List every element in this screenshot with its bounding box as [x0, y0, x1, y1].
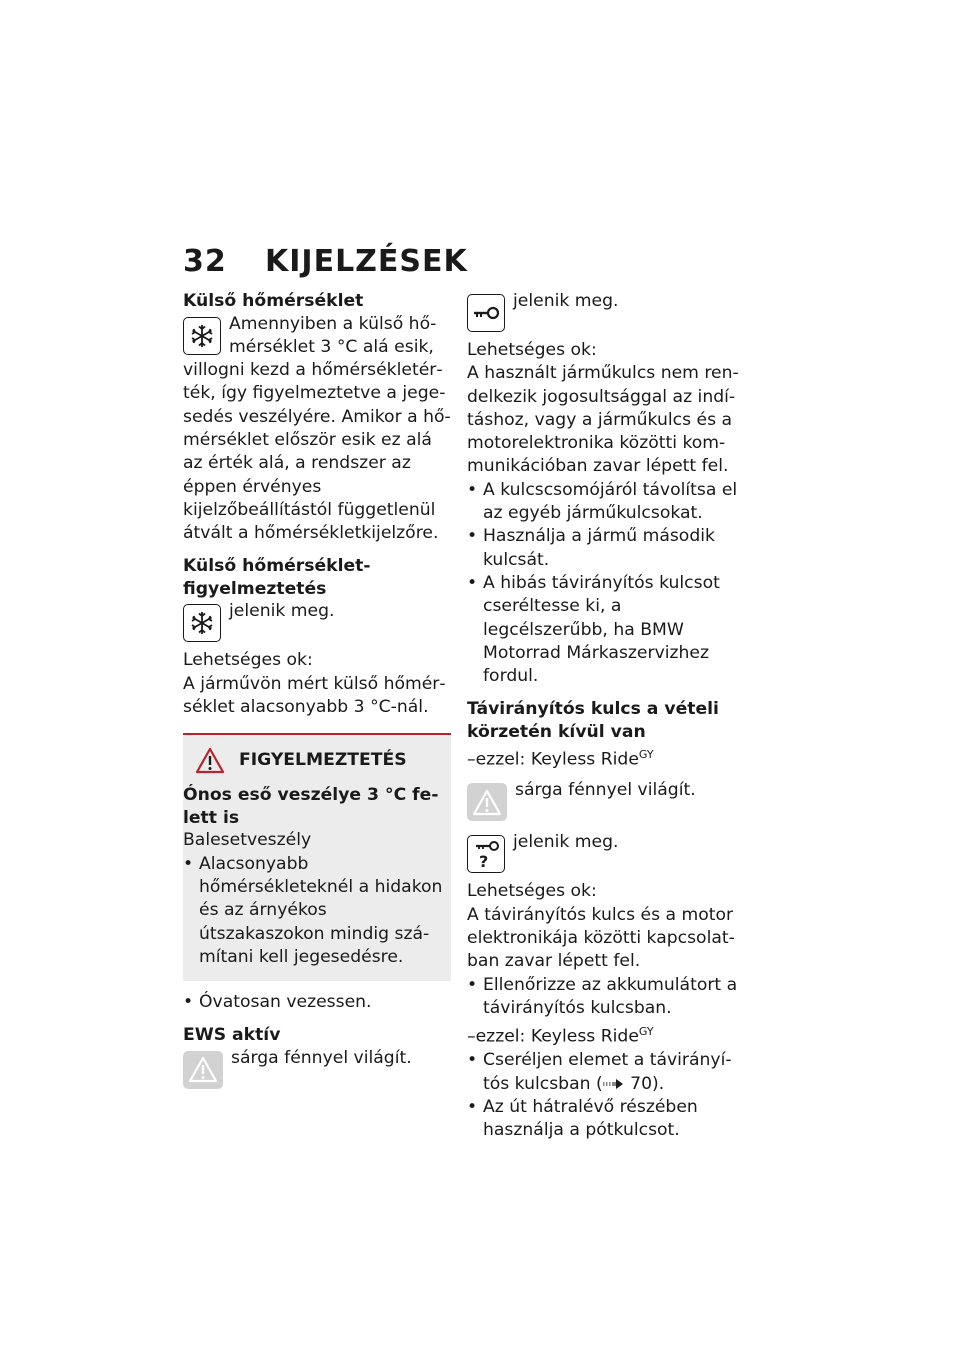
- list-item: • Óvatosan vezessen.: [183, 991, 451, 1014]
- section-heading: EWS aktív: [183, 1025, 281, 1046]
- list-item: • Használja a jármű második kulcsát.: [467, 525, 739, 572]
- cause-text: A távirányítós kulcs és a motor elektronikája közötti kapcsolatban zavar lépett fel.: [467, 904, 735, 972]
- list-item: • Az út hátralévő részében használja a pótkulcsot.: [467, 1096, 739, 1143]
- warning-box: [183, 733, 451, 981]
- icon-row: [183, 1047, 451, 1089]
- option-line: [467, 1020, 739, 1049]
- warning-triangle-icon: [195, 747, 225, 774]
- icon-row: [467, 831, 739, 873]
- icon-text: sárga fénnyel világít.: [515, 780, 696, 801]
- list-item: • A kulcscsomójáról távolítsa el az egyéb járműkulcsokat.: [467, 479, 739, 526]
- list-item-text: Cseréljen elemet a távirányítós kulcsban (: [483, 1050, 732, 1094]
- warning-triangle-icon: [183, 1051, 223, 1089]
- cause-label: Lehetséges ok:: [467, 340, 597, 360]
- cause-label: Lehetséges ok:: [183, 650, 313, 671]
- page-header: [183, 244, 468, 279]
- body-text: villogni kezd a hőmérsékletérték, így figyelmeztetve a jegesedés veszélyére. Amikor a hőmérséklet először esik ez alá az érték alá, a rendszer az éppen érvényes kijelzőbeállítástól függetlenül átvált a hőmérsékletkijelzőre.: [183, 360, 451, 544]
- list-item: • A hibás távirányítós kulcsot cseréltesse ki, a legcélszerűbb, ha BMW Motorrad Márkaszervizhez fordul.: [467, 572, 739, 688]
- warning-subtitle: Ónos eső veszélye 3 °C felett is: [183, 785, 439, 828]
- option-label: –ezzel: Keyless Ride: [467, 1027, 639, 1047]
- icon-row: [183, 313, 451, 360]
- text-line: Amennyiben a külső hő-: [229, 313, 437, 334]
- key-icon: [467, 294, 505, 332]
- icon-row: [183, 600, 451, 642]
- section-heading: Külső hőmérséklet: [183, 291, 364, 311]
- option-superscript: GY: [638, 748, 654, 762]
- svg-text:?: ?: [479, 852, 489, 870]
- key-question-icon: [467, 835, 505, 873]
- page-reference[interactable]: 70: [630, 1073, 653, 1094]
- right-column: [467, 290, 739, 1142]
- list-item-text: ).: [652, 1073, 665, 1094]
- icon-text: [229, 313, 436, 360]
- left-column: [183, 290, 451, 1089]
- icon-text: jelenik meg.: [513, 832, 619, 853]
- page-number: 32: [183, 244, 227, 279]
- section-heading: Külső hőmérséklet-figyelmeztetés: [183, 556, 371, 599]
- text-line: mérséklet 3 °C alá esik,: [229, 336, 434, 357]
- icon-text: jelenik meg.: [513, 291, 619, 311]
- option-line: [467, 743, 739, 772]
- snowflake-icon: [183, 604, 221, 642]
- section-heading: Távirányítós kulcs a vételi körzetén kívül van: [467, 699, 719, 742]
- option-label: –ezzel: Keyless Ride: [467, 750, 639, 771]
- icon-row: [467, 290, 739, 332]
- icon-text: jelenik meg.: [229, 601, 335, 622]
- list-item: • Ellenőrizze az akkumulátort a távirányítós kulcsban.: [467, 974, 739, 1021]
- warning-title-row: [195, 747, 445, 774]
- warning-triangle-icon: [467, 783, 507, 821]
- page-title: KIJELZÉSEK: [265, 244, 468, 279]
- list-item: • Alacsonyabb hőmérsékleteknél a hidakon és az árnyékos útszakaszokon mindig számítani kell jegesedésre.: [183, 853, 445, 969]
- snowflake-icon: [183, 317, 221, 355]
- option-superscript: GY: [638, 1025, 654, 1039]
- cause-text: A használt járműkulcs nem rendelkezik jogosultsággal az indításhoz, vagy a járműkulcs és a motorelektronika közötti kommunikációban zavar lépett fel.: [467, 363, 739, 477]
- icon-text: sárga fénnyel világít.: [231, 1047, 412, 1068]
- list-item: [467, 1049, 739, 1096]
- cause-text: A járművön mért külső hőmérséklet alacsonyabb 3 °C-nál.: [183, 673, 446, 718]
- icon-row: [467, 779, 739, 821]
- page-reference-arrow-icon: [603, 1077, 625, 1091]
- warning-title: FIGYELMEZTETÉS: [239, 750, 407, 771]
- warning-risk: Balesetveszély: [183, 830, 312, 851]
- cause-label: Lehetséges ok:: [467, 881, 597, 902]
